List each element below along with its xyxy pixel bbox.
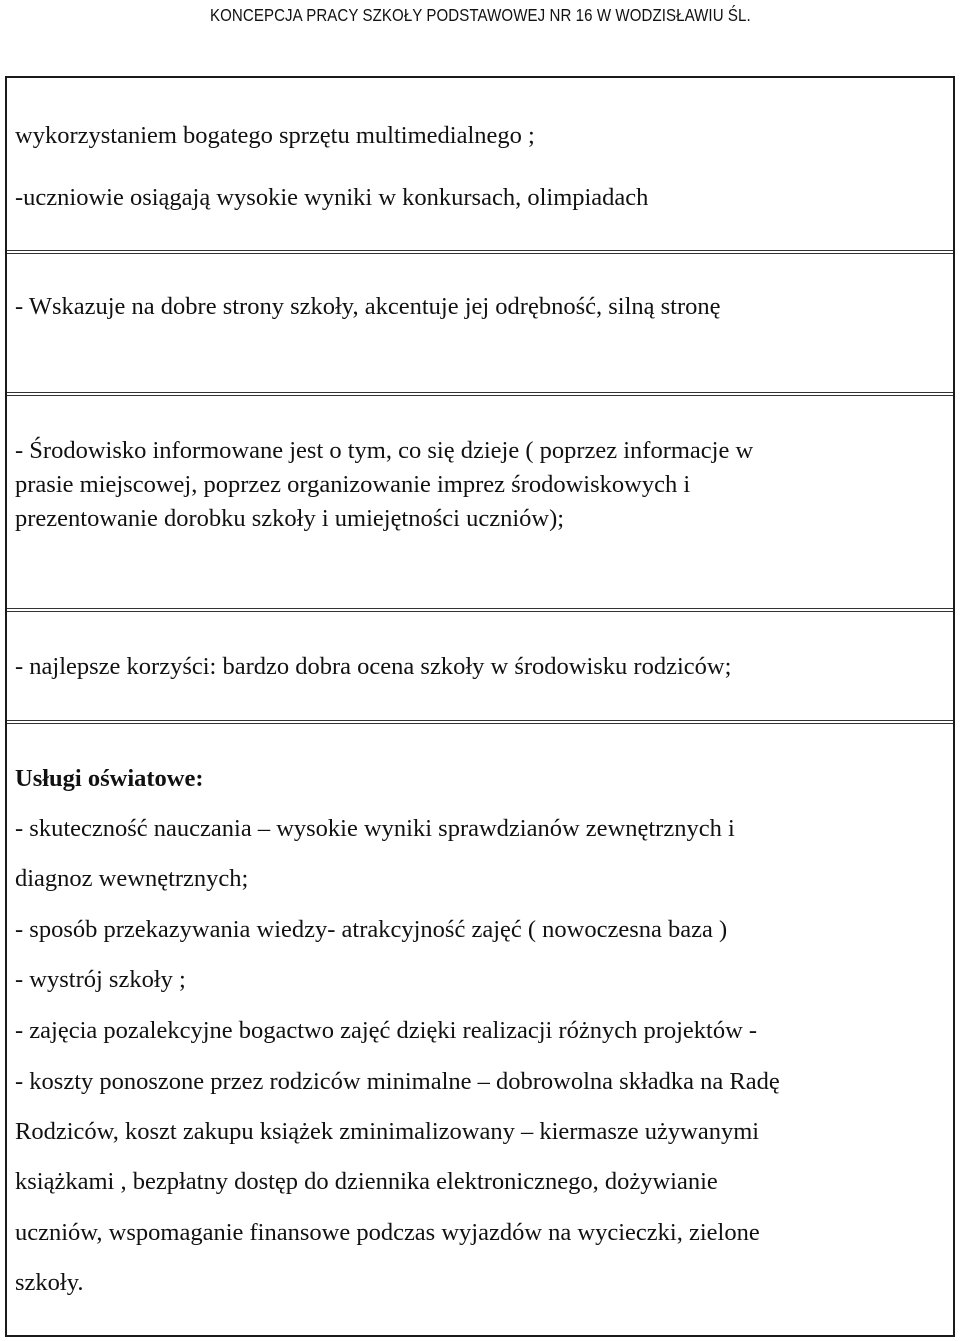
row-text-line: diagnoz wewnętrznych; <box>15 865 249 892</box>
table-row <box>7 396 953 608</box>
row-text-line: - Wskazuje na dobre strony szkoły, akcentuje jej odrębność, silną stronę <box>15 293 721 320</box>
row-text-line: uczniów, wspomaganie finansowe podczas wyjazdów na wycieczki, zielone <box>15 1219 760 1246</box>
row-text-line: - koszty ponoszone przez rodziców minimalne – dobrowolna składka na Radę <box>15 1068 780 1095</box>
row-text-line: - sposób przekazywania wiedzy- atrakcyjność zajęć ( nowoczesna baza ) <box>15 916 728 943</box>
table-row <box>7 612 953 720</box>
row-text-line: prezentowanie dorobku szkoły i umiejętności uczniów); <box>15 505 565 532</box>
row-text-line: - wystrój szkoły ; <box>15 966 186 993</box>
row-text-line: - Środowisko informowane jest o tym, co się dzieje ( poprzez informacje w <box>15 437 754 464</box>
content-table <box>5 76 955 1337</box>
section-heading: Usługi oświatowe: <box>15 765 204 792</box>
row-text-line: - zajęcia pozalekcyjne bogactwo zajęć dzięki realizacji różnych projektów - <box>15 1017 758 1044</box>
row-text-line: - skuteczność nauczania – wysokie wyniki sprawdzianów zewnętrznych i <box>15 815 735 842</box>
row-text-line: - najlepsze korzyści: bardzo dobra ocena szkoły w środowisku rodziców; <box>15 653 732 680</box>
row-text-line: Rodziców, koszt zakupu książek zminimalizowany – kiermasze używanymi <box>15 1118 760 1145</box>
table-row <box>7 78 953 250</box>
row-text-line: książkami , bezpłatny dostęp do dziennika elektronicznego, dożywianie <box>15 1168 718 1195</box>
row-text-line: -uczniowie osiągają wysokie wyniki w konkursach, olimpiadach <box>15 184 649 211</box>
document-title: KONCEPCJA PRACY SZKOŁY PODSTAWOWEJ NR 16 W WODZISŁAWIU ŚL. <box>209 5 751 25</box>
page-header <box>0 0 960 32</box>
row-text-line: wykorzystaniem bogatego sprzętu multimedialnego ; <box>15 122 535 149</box>
table-row <box>7 254 953 392</box>
row-text-line: szkoły. <box>15 1269 84 1296</box>
table-row <box>7 724 953 1335</box>
row-text-line: prasie miejscowej, poprzez organizowanie imprez środowiskowych i <box>15 471 691 498</box>
